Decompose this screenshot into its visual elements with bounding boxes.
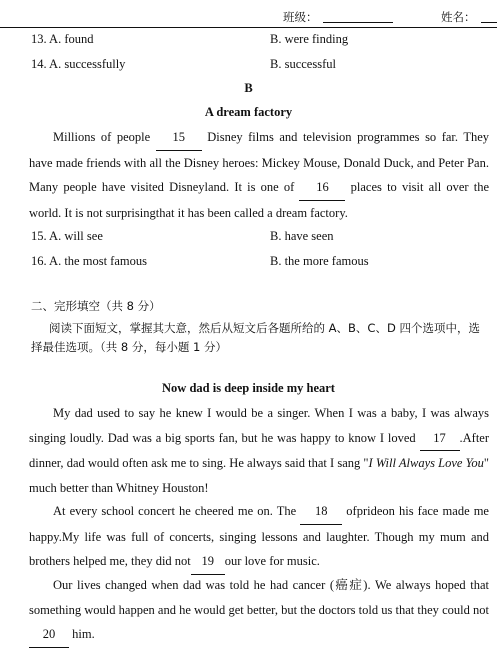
- blank-15[interactable]: 15: [156, 125, 202, 151]
- cloze-heading: 二、完形填空（共 8 分）: [31, 299, 161, 313]
- class-blank[interactable]: [323, 22, 393, 23]
- song-title: I Will Always Love You: [368, 456, 484, 470]
- cloze-paragraph-2: [29, 499, 489, 575]
- passage-title-b: A dream factory: [204, 105, 293, 119]
- text: My dad used to say he knew I would be a singer. When I was a baby, I was always singing loudly. Dad was a big sports fan, but he was happy to know I loved: [29, 406, 489, 445]
- blank-16[interactable]: 16: [299, 175, 345, 201]
- blank-19[interactable]: 19: [191, 549, 225, 575]
- name-blank[interactable]: [481, 22, 497, 23]
- cloze-paragraph-3: [29, 573, 489, 648]
- name-label: 姓名：: [441, 10, 476, 24]
- option-15-a[interactable]: 15. A. will see: [31, 229, 103, 243]
- text: Disney films and television programmes so far. They have made friends with all the Disney heroes: Mickey Mouse, Donald Duck, and Peter Pan. Many people have visited Disneyland. It is one of: [29, 130, 490, 194]
- option-16-a[interactable]: 16. A. the most famous: [31, 254, 147, 268]
- passage-b-paragraph: [29, 125, 489, 225]
- option-14-b[interactable]: B. successful: [270, 57, 336, 71]
- blank-20[interactable]: 20: [29, 622, 69, 648]
- option-13-a[interactable]: 13. A. found: [31, 32, 94, 46]
- blank-18[interactable]: 18: [300, 499, 342, 525]
- option-14-a[interactable]: 14. A. successfully: [31, 57, 126, 71]
- option-15-b[interactable]: B. have seen: [270, 229, 334, 243]
- option-13-b[interactable]: B. were finding: [270, 32, 349, 46]
- text: our love for music.: [224, 554, 320, 568]
- section-letter: B: [244, 81, 253, 95]
- text: At every school concert he cheered me on. The: [53, 504, 301, 518]
- text: him.: [69, 627, 95, 641]
- text: " much better than Whitney Houston!: [29, 456, 489, 495]
- text: .After dinner, dad would often ask me to sing. He always said that I sang ": [29, 430, 489, 470]
- text: Our lives changed when dad was told he had cancer (癌症). We always hoped that something would happen and he would get better, but the doctors told us that they could not: [29, 578, 489, 617]
- text: Millions of people: [53, 130, 156, 144]
- header-rule: [0, 27, 497, 28]
- passage-title-cloze: Now dad is deep inside my heart: [162, 381, 335, 395]
- text: places to visit all over the world. It is not surprisingthat it has been called a dream factory.: [29, 180, 489, 220]
- text: ofprideon his face made me happy.My life was full of concerts, singing lessons and laughter. Though my mum and brothers helped me, they did not: [29, 504, 489, 568]
- option-16-b[interactable]: B. the more famous: [270, 254, 369, 268]
- cloze-instruction: 阅读下面短文，掌握其大意，然后从短文后各题所给的 A、B、C、D 四个选项中，选择最佳选项。（共 8 分，每小题 1 分）: [31, 321, 480, 354]
- blank-17[interactable]: 17: [420, 426, 460, 452]
- cloze-paragraph-1: [29, 401, 489, 500]
- class-label: 班级：: [283, 10, 318, 24]
